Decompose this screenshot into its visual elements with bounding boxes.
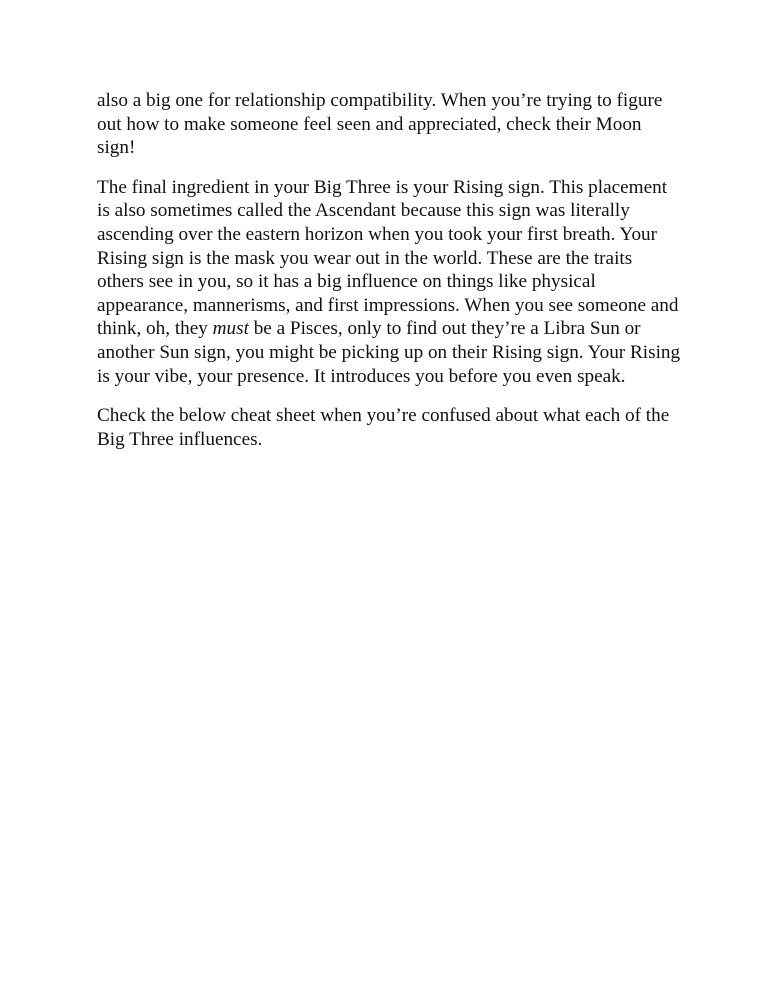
- paragraph-rising-sign: [97, 176, 687, 388]
- paragraph-cheat-sheet: Check the below cheat sheet when you’re confused about what each of the Big Three influences.: [97, 405, 670, 450]
- body-text: [97, 89, 687, 467]
- paragraph-rising-text-start: The final ingredient in your Big Three is your Rising sign. This placement is also sometimes called the Ascendant because this sign was literally ascending over the eastern horizon when you took your first breath. Your Rising sign is the mask you wear out in the world. These are the traits others see in you, so it has a big influence on things like physical appearance, mannerisms, and first impressions. When you see someone and think, oh, they: [97, 176, 679, 340]
- emphasis-must: must: [212, 318, 249, 340]
- paragraph-moon-sign: also a big one for relationship compatibility. When you’re trying to figure out how to make someone feel seen and appreciated, check their Moon sign!: [97, 90, 663, 159]
- paragraph-rising-text-end: be a Pisces, only to find out they’re a Libra Sun or another Sun sign, you might be picking up on their Rising sign. Your Rising is your vibe, your presence. It introduces you before you even speak.: [97, 318, 681, 387]
